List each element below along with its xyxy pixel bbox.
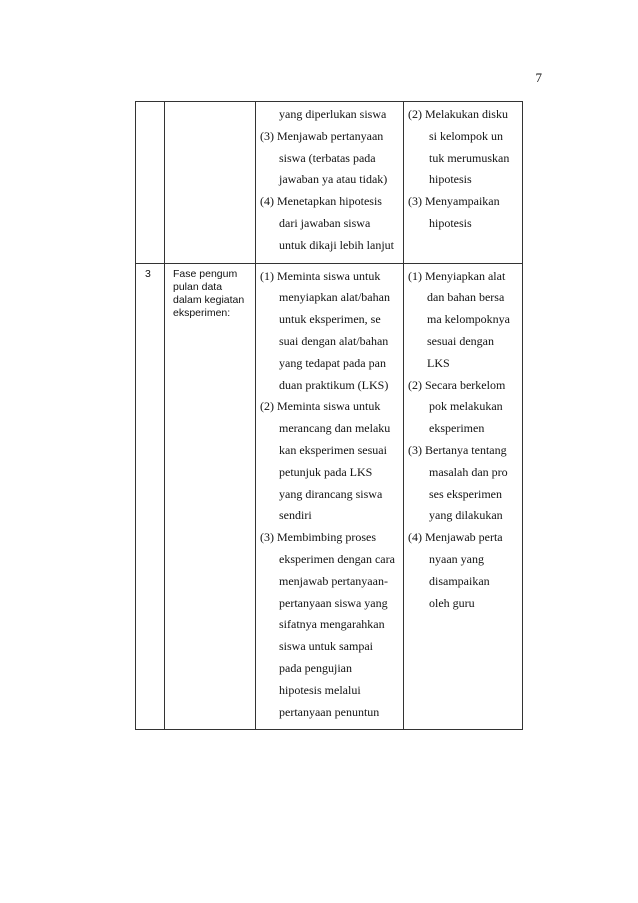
teacher-activity-cell bbox=[256, 263, 404, 730]
teacher-activity-line: dari jawaban siswa bbox=[279, 215, 371, 230]
phase-label-line: pulan data bbox=[173, 280, 223, 293]
teacher-activity-line: merancang dan melaku bbox=[279, 421, 391, 436]
student-activity-line: si kelompok un bbox=[429, 128, 503, 143]
row-number bbox=[136, 102, 164, 106]
teacher-activity-line: untuk dikaji lebih lanjut bbox=[279, 237, 394, 252]
activity-table bbox=[135, 101, 523, 730]
teacher-activity-line: (2) Meminta siswa untuk bbox=[260, 399, 381, 414]
teacher-activity-line: (3) Membimbing proses bbox=[260, 530, 376, 545]
student-activity-line: (4) Menjawab perta bbox=[408, 530, 503, 545]
student-activity-cell bbox=[404, 263, 523, 730]
student-activity-line: (3) Bertanya tentang bbox=[408, 442, 507, 457]
teacher-activity-line: sendiri bbox=[279, 508, 312, 523]
teacher-activity-line: sifatnya mengarahkan bbox=[279, 617, 385, 632]
student-activity-line: dan bahan bersa bbox=[427, 290, 505, 305]
student-activity-line: oleh guru bbox=[429, 595, 475, 610]
teacher-activity-line: eksperimen dengan cara bbox=[279, 551, 395, 566]
teacher-activity-line: pertanyaan penuntun bbox=[279, 704, 380, 719]
teacher-activity-line: suai dengan alat/bahan bbox=[279, 333, 389, 348]
teacher-activity-line: pertanyaan siswa yang bbox=[279, 595, 388, 610]
student-activity-line: sesuai dengan bbox=[427, 333, 494, 348]
teacher-activity-line: duan praktikum (LKS) bbox=[279, 377, 389, 392]
student-activity-line: masalah dan pro bbox=[429, 464, 508, 479]
teacher-activity-line: kan eksperimen sesuai bbox=[279, 442, 387, 457]
teacher-activity-line: yang tedapat pada pan bbox=[279, 355, 386, 370]
teacher-activity-line: (1) Meminta siswa untuk bbox=[260, 268, 381, 283]
teacher-activity-line: menyiapkan alat/bahan bbox=[279, 290, 390, 305]
row-number: 3 bbox=[145, 267, 151, 280]
student-activity-line: (2) Melakukan disku bbox=[408, 107, 508, 121]
table-row bbox=[136, 263, 523, 730]
teacher-activity-line: petunjuk pada LKS bbox=[279, 464, 373, 479]
teacher-activity-line: (3) Menjawab pertanyaan bbox=[260, 128, 384, 143]
phase-cell bbox=[165, 102, 256, 264]
phase-cell bbox=[165, 263, 256, 730]
student-activity-line: disampaikan bbox=[429, 573, 490, 588]
student-activity-line: ses eksperimen bbox=[429, 486, 502, 501]
phase-label-line: dalam kegiatan bbox=[173, 293, 245, 306]
row-number-cell bbox=[136, 102, 165, 264]
teacher-activity-line: siswa (terbatas pada bbox=[279, 150, 376, 165]
student-activity-line: eksperimen bbox=[429, 421, 485, 436]
teacher-activity-line: siswa untuk sampai bbox=[279, 639, 373, 654]
student-activity-line: hipotesis bbox=[429, 172, 472, 187]
phase-label-line: eksperimen: bbox=[173, 306, 231, 319]
phase-label-line: Fase pengum bbox=[173, 267, 238, 280]
student-activity-line: (3) Menyampaikan bbox=[408, 194, 500, 209]
student-activity-line: tuk merumuskan bbox=[429, 150, 510, 165]
teacher-activity-line: yang dirancang siswa bbox=[279, 486, 383, 501]
table-row bbox=[136, 102, 523, 264]
teacher-activity-line: pada pengujian bbox=[279, 660, 352, 675]
page-number: 7 bbox=[535, 70, 542, 85]
student-activity-line: (1) Menyiapkan alat bbox=[408, 268, 506, 283]
teacher-activity-line: jawaban ya atau tidak) bbox=[279, 172, 388, 187]
student-activity-line: pok melakukan bbox=[429, 399, 503, 414]
teacher-activity-line: yang diperlukan siswa bbox=[279, 107, 387, 121]
student-activity-line: yang dilakukan bbox=[429, 508, 503, 523]
student-activity-line: nyaan yang bbox=[429, 551, 484, 566]
student-activity-line: (2) Secara berkelom bbox=[408, 377, 506, 392]
teacher-activity-line: hipotesis melalui bbox=[279, 682, 361, 697]
student-activity-cell bbox=[404, 102, 523, 264]
student-activity-line: hipotesis bbox=[429, 215, 472, 230]
student-activity-line: LKS bbox=[427, 355, 450, 370]
student-activity-line: ma kelompoknya bbox=[427, 312, 510, 327]
teacher-activity-cell bbox=[256, 102, 404, 264]
teacher-activity-line: untuk eksperimen, se bbox=[279, 312, 381, 327]
row-number-cell bbox=[136, 263, 165, 730]
teacher-activity-line: (4) Menetapkan hipotesis bbox=[260, 194, 382, 209]
teacher-activity-line: menjawab pertanyaan- bbox=[279, 573, 388, 588]
